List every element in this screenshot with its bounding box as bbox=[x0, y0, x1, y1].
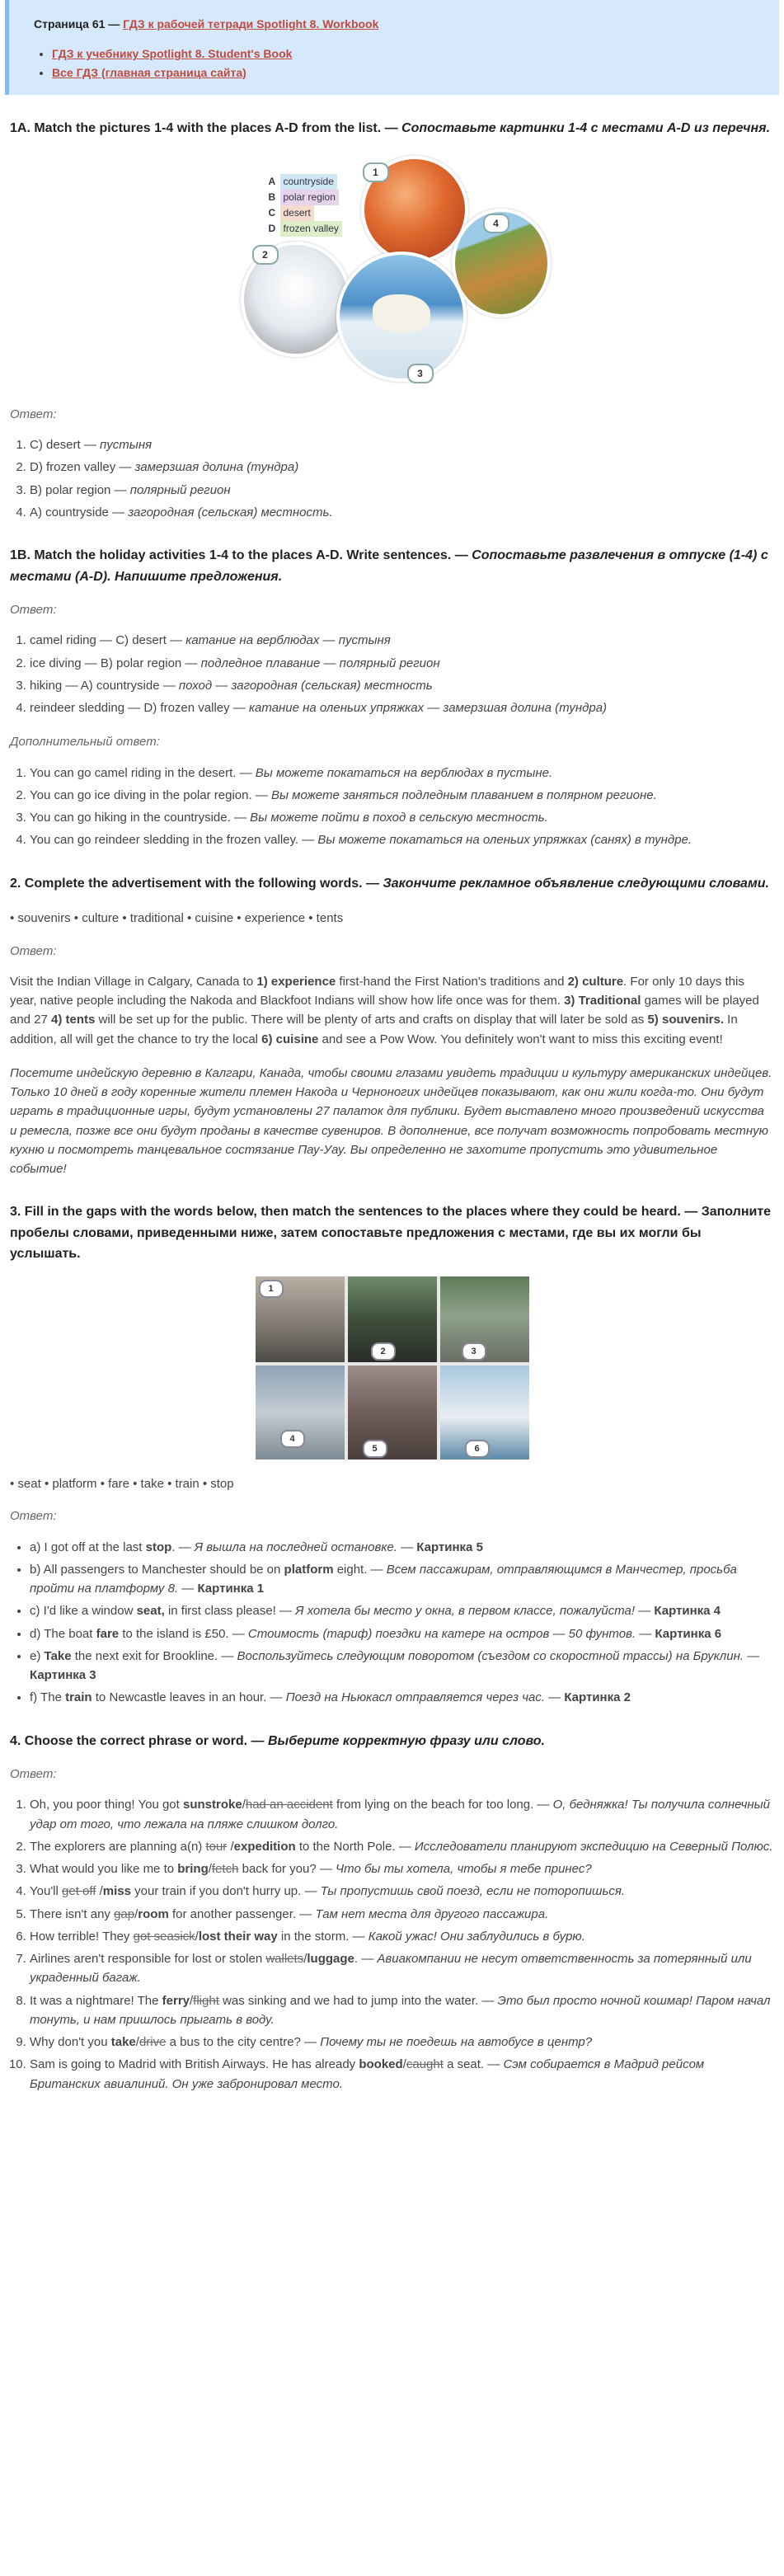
answer-ru: Вы можете покататься на верблюдах в пустыне. bbox=[255, 765, 553, 780]
picture-number: 6 bbox=[465, 1440, 490, 1458]
answer-item bbox=[30, 1624, 774, 1643]
answer-ru: подледное плавание — полярный регион bbox=[200, 656, 440, 670]
exercise-3-title bbox=[10, 1201, 774, 1265]
exercise-4-title-en: 4. Choose the correct phrase or word. — bbox=[10, 1733, 268, 1748]
filled-word: 5) souvenirs. bbox=[647, 1013, 725, 1027]
wrong-option: gap bbox=[114, 1906, 135, 1921]
answer-ru: полярный регион bbox=[129, 482, 231, 497]
word-list: • souvenirs • culture • traditional • cuisine • experience • tents bbox=[10, 911, 344, 926]
home-link[interactable]: Все ГДЗ (главная страница сайта) bbox=[52, 65, 246, 79]
answer-ru: Исследователи планируют экспедицию на Северный Полюс. bbox=[414, 1839, 773, 1854]
answer-ru: Воспользуйтесь следующим поворотом (съездом со скоростной трассы) на Бруклин. bbox=[237, 1648, 744, 1663]
text-part: e) bbox=[30, 1648, 45, 1663]
page-label-line bbox=[34, 15, 759, 33]
text-part: was sinking and we had to jump into the water. — bbox=[218, 1993, 498, 2008]
text-part: — bbox=[178, 1582, 198, 1596]
answer-ru: О, бедняжка! Ты получила солнечный удар от того, что лежала на пляже слишком долго. bbox=[30, 1798, 770, 1831]
answer-en: D) frozen valley — bbox=[30, 460, 135, 475]
filled-word: seat, bbox=[136, 1604, 165, 1619]
separator: / bbox=[134, 1906, 138, 1921]
answer-ru: катание на верблюдах — пустыня bbox=[185, 633, 391, 648]
wrong-option: drive bbox=[138, 2035, 167, 2050]
answer-item bbox=[30, 1882, 774, 1901]
places-legend bbox=[269, 174, 342, 237]
answer-item bbox=[30, 458, 774, 477]
legend-row bbox=[269, 174, 342, 190]
filled-word: Take bbox=[44, 1648, 72, 1663]
nav-box bbox=[5, 0, 779, 95]
separator: / bbox=[208, 1862, 212, 1877]
nav-link-item bbox=[52, 45, 759, 63]
correct-option: booked bbox=[359, 2057, 403, 2072]
text-part: and see a Pow Wow. You definitely won't want to miss this exciting event! bbox=[318, 1032, 723, 1046]
text-part: The explorers are planning a(n) bbox=[30, 1839, 206, 1854]
answer-en: camel riding — C) desert — bbox=[30, 633, 186, 648]
students-book-link[interactable]: ГДЗ к учебнику Spotlight 8. Student's Book bbox=[52, 47, 293, 61]
answer-item bbox=[30, 1949, 774, 1988]
legend-key: C bbox=[268, 206, 276, 219]
picture-ref: Картинка 2 bbox=[564, 1690, 631, 1705]
legend-key: D bbox=[268, 222, 276, 234]
exercise-1a-title-ru: Сопоставьте картинки 1-4 с местами A-D из перечня. bbox=[401, 121, 771, 136]
text-part: to the North Pole. — bbox=[295, 1839, 415, 1854]
exercise-1b-title-en: 1B. Match the holiday activities 1-4 to the places A-D. Write sentences. — bbox=[10, 548, 472, 563]
answer-ru: Вы можете покататься на оленьих упряжках (санях) в тундре. bbox=[317, 833, 692, 848]
answer-item bbox=[30, 631, 774, 650]
text-part: to Newcastle leaves in an hour. — bbox=[92, 1690, 286, 1705]
wrong-option: get off bbox=[62, 1884, 96, 1899]
exercise-2-title-en: 2. Complete the advertisement with the following words. — bbox=[10, 876, 383, 891]
word-list: • seat • platform • fare • take • train • stop bbox=[10, 1477, 234, 1492]
answer-item bbox=[30, 830, 774, 849]
picture-ref: Картинка 6 bbox=[655, 1626, 722, 1641]
legend-label: desert bbox=[280, 205, 314, 221]
answer-label: Ответ: bbox=[10, 603, 57, 618]
answer-en: B) polar region — bbox=[30, 482, 130, 497]
filled-word: 3) Traditional bbox=[564, 994, 641, 1008]
answer-ru: Я вышла на последней остановке. bbox=[194, 1539, 397, 1554]
text-part: How terrible! They bbox=[30, 1929, 134, 1944]
answer-item bbox=[30, 1647, 774, 1685]
text-part: b) All passengers to Manchester should be on bbox=[30, 1562, 284, 1577]
answer-item bbox=[30, 503, 774, 522]
answer-ru: замерзшая долина (тундра) bbox=[134, 460, 299, 475]
picture-ref: Картинка 4 bbox=[654, 1604, 721, 1619]
filled-word: 4) tents bbox=[51, 1013, 96, 1027]
filled-word: 6) cuisine bbox=[261, 1032, 319, 1046]
answer-item bbox=[30, 1859, 774, 1878]
answer-ru: Это был просто ночной кошмар! Паром начал тонуть, и нам пришлось прыгать в воду. bbox=[30, 1993, 771, 2027]
picture-number: 3 bbox=[407, 364, 434, 383]
text-part: What would you like me to bbox=[30, 1862, 178, 1877]
answer-item bbox=[30, 698, 774, 717]
answer-ru: Почему ты не поедешь на автобусе в центр? bbox=[320, 2035, 593, 2050]
answer-item bbox=[30, 786, 774, 805]
correct-option: luggage bbox=[307, 1952, 354, 1967]
answer-item bbox=[30, 808, 774, 827]
correct-option: room bbox=[138, 1906, 169, 1921]
answer-label: Ответ: bbox=[10, 407, 57, 421]
answer-ru: пустыня bbox=[100, 438, 153, 453]
exercise-1a-answers bbox=[10, 435, 774, 522]
answer-ru: Поезд на Ньюкасл отправляется через час. bbox=[285, 1690, 545, 1705]
legend-key: A bbox=[268, 175, 276, 187]
text-part: from lying on the beach for too long. — bbox=[332, 1798, 553, 1812]
wrong-option: got seasick bbox=[133, 1929, 195, 1944]
exercise-3-title-ru: Заполните пробелы словами, приведенными ниже, затем сопоставьте предложения с местами, где вы их могли бы услышать. bbox=[10, 1205, 772, 1262]
text-part: . — bbox=[171, 1539, 195, 1554]
correct-option: sunstroke bbox=[182, 1798, 242, 1812]
answer-en: You can go ice diving in the polar region. — bbox=[30, 787, 271, 802]
correct-option: expedition bbox=[233, 1839, 296, 1854]
answer-item bbox=[30, 1927, 774, 1946]
content bbox=[0, 118, 784, 2094]
text-part: your train if you don't hurry up. — bbox=[131, 1884, 321, 1899]
answer-item bbox=[30, 1688, 774, 1707]
wrong-option: caught bbox=[406, 2057, 444, 2072]
text-part: c) I'd like a window bbox=[30, 1604, 137, 1619]
wrong-option: flight bbox=[193, 1993, 219, 2008]
exercise-1a-image bbox=[239, 151, 546, 392]
answer-item bbox=[30, 1991, 774, 2030]
answer-ru: Авиакомпании не несут ответственность за потерянный или украденный багаж. bbox=[30, 1952, 752, 1986]
nav-links bbox=[34, 45, 759, 82]
bus-stop-photo bbox=[348, 1366, 437, 1460]
picture-number: 3 bbox=[462, 1342, 486, 1361]
workbook-link[interactable]: ГДЗ к рабочей тетради Spotlight 8. Workbook bbox=[123, 17, 379, 31]
exercise-2-title-ru: Закончите рекламное объявление следующими словами. bbox=[383, 876, 769, 891]
legend-label: frozen valley bbox=[280, 221, 342, 237]
advertisement-translation: Посетите индейскую деревню в Калгари, Канада, чтобы своими глазами увидеть традиции и культуру американских индейцев. Только 10 дней в году коренные жители племен Накода и Черноногих индейцев показывают, как они жили когда-то. Они будут играть в традиционные игры, будут установлены 27 палаток для публики. Будет выставлено много произведений искусства и ремесла, позже все они будут проданы в качестве сувениров. В дополнение, все получат возможность попробовать местную кухню и посмотреть танцевальное состязание Пау-Уау. Вы определенно не захотите пропустить это удивительное событие! bbox=[10, 1065, 772, 1177]
answer-item bbox=[30, 1601, 774, 1620]
answer-ru: Что бы ты хотела, чтобы я тебе принес? bbox=[336, 1862, 592, 1877]
answer-en: You can go reindeer sledding in the frozen valley. — bbox=[30, 833, 318, 848]
text-part: for another passenger. — bbox=[168, 1906, 316, 1921]
exercise-1b-title-ru: Сопоставьте развлечения в отпуске (1-4) с местами (A-D). Напишите предложения. bbox=[10, 548, 768, 584]
wrong-option: fetch bbox=[211, 1862, 239, 1877]
exercise-1a-title-en: 1A. Match the pictures 1-4 with the places A-D from the list. — bbox=[10, 121, 402, 136]
picture-ref: Картинка 5 bbox=[416, 1539, 483, 1554]
answer-label: Ответ: bbox=[10, 1767, 57, 1782]
text-part: There isn't any bbox=[30, 1906, 115, 1921]
answer-item bbox=[30, 1538, 774, 1557]
picture-number: 2 bbox=[252, 245, 279, 265]
correct-option: miss bbox=[102, 1884, 131, 1899]
answer-en: A) countryside — bbox=[30, 505, 129, 519]
filled-word: 1) experience bbox=[256, 974, 336, 989]
exercise-3-answers bbox=[10, 1538, 774, 1708]
answer-ru: Там нет места для другого пассажира. bbox=[315, 1906, 549, 1921]
filled-word: platform bbox=[284, 1562, 334, 1577]
text-part: . — bbox=[354, 1952, 378, 1967]
filled-word: fare bbox=[96, 1626, 120, 1641]
text-part: You'll bbox=[30, 1884, 63, 1899]
text-part: Visit the Indian Village in Calgary, Canada to bbox=[10, 974, 257, 989]
text-part: — bbox=[636, 1626, 655, 1641]
separator: / bbox=[190, 1993, 194, 2008]
text-part: games will be played and 27 bbox=[10, 994, 759, 1027]
text-part: Sam is going to Madrid with British Airways. He has already bbox=[30, 2057, 359, 2072]
exercise-1a-image-wrap bbox=[10, 151, 774, 392]
answer-ru: Какой ужас! Они заблудились в бурю. bbox=[368, 1929, 585, 1944]
answer-ru: катание на оленьих упряжках — замерзшая долина (тундра) bbox=[248, 701, 608, 716]
separator: / bbox=[135, 2035, 139, 2050]
text-part: It was a nightmare! The bbox=[30, 1993, 162, 2008]
text-part: — bbox=[635, 1604, 655, 1619]
answer-item bbox=[30, 481, 774, 500]
legend-label: polar region bbox=[280, 190, 339, 205]
wrong-option: tour bbox=[205, 1839, 228, 1854]
text-part: — bbox=[744, 1648, 760, 1663]
text-part: Oh, you poor thing! You got bbox=[30, 1798, 183, 1812]
answer-en: C) desert — bbox=[30, 438, 101, 453]
answer-item bbox=[30, 654, 774, 673]
text-part: a) I got off at the last bbox=[30, 1539, 146, 1554]
answer-ru: поход — загородная (сельская) местность bbox=[178, 678, 433, 693]
separator: / bbox=[96, 1884, 103, 1899]
answer-ru: Сэм собирается в Мадрид рейсом Британских авиалиний. Он уже забронировал место. bbox=[30, 2057, 705, 2091]
picture-number: 2 bbox=[371, 1342, 396, 1361]
answer-item bbox=[30, 1837, 774, 1856]
correct-option: ferry bbox=[162, 1993, 190, 2008]
text-part: the next exit for Brookline. — bbox=[71, 1648, 237, 1663]
page-label: Страница 61 — bbox=[34, 17, 124, 31]
nav-link-item bbox=[52, 63, 759, 82]
exercise-2-title bbox=[10, 873, 774, 895]
picture-number: 4 bbox=[280, 1430, 305, 1448]
exercise-3-image-wrap bbox=[10, 1276, 774, 1460]
separator: / bbox=[242, 1798, 246, 1812]
text-part: a seat. — bbox=[443, 2057, 504, 2072]
text-part: to the island is £50. — bbox=[119, 1626, 248, 1641]
text-part: In addition, all will get the chance to try the local bbox=[10, 1013, 738, 1046]
text-part: . For only 10 days this year, native people including the Nakoda and Blackfoot Indians will show how life once was for them. bbox=[10, 974, 744, 1008]
text-part: d) The boat bbox=[30, 1626, 96, 1641]
answer-label: Ответ: bbox=[10, 1509, 57, 1524]
text-part: first-hand the First Nation's traditions and bbox=[336, 974, 568, 989]
advertisement-text bbox=[10, 972, 774, 1049]
exercise-3-image bbox=[256, 1276, 529, 1460]
answer-en: ice diving — B) polar region — bbox=[30, 656, 201, 670]
picture-ref: Картинка 3 bbox=[30, 1668, 96, 1683]
answer-item bbox=[30, 2033, 774, 2052]
correct-option: bring bbox=[177, 1862, 209, 1877]
answer-item bbox=[30, 764, 774, 783]
filled-word: stop bbox=[145, 1539, 172, 1554]
answer-ru: Я хотела бы место у окна, в первом классе, пожалуйста! bbox=[295, 1604, 636, 1619]
answer-en: You can go camel riding in the desert. — bbox=[30, 765, 256, 780]
text-part: Why don't you bbox=[30, 2035, 111, 2050]
text-part: — bbox=[544, 1690, 565, 1705]
answer-item bbox=[30, 435, 774, 454]
filled-word: 2) culture bbox=[567, 974, 624, 989]
polar-region-photo bbox=[336, 251, 467, 382]
filled-word: train bbox=[65, 1690, 92, 1705]
picture-number: 1 bbox=[259, 1280, 284, 1298]
picture-ref: Картинка 1 bbox=[197, 1582, 265, 1596]
correct-option: take bbox=[110, 2035, 136, 2050]
answer-item bbox=[30, 2055, 774, 2094]
text-part: Airlines aren't responsible for lost or stolen bbox=[30, 1952, 266, 1967]
answer-ru: Вы можете пойти в поход в сельскую местность. bbox=[250, 811, 548, 825]
text-part: f) The bbox=[30, 1690, 66, 1705]
wrong-option: wallets bbox=[265, 1952, 304, 1967]
answer-en: You can go hiking in the countryside. — bbox=[30, 811, 251, 825]
answer-ru: загородная (сельская) местность. bbox=[128, 505, 333, 519]
text-part: in first class please! — bbox=[164, 1604, 296, 1619]
legend-key: B bbox=[268, 190, 276, 203]
exercise-3-title-en: 3. Fill in the gaps with the words below, then match the sentences to the places where they could be heard. — bbox=[10, 1205, 702, 1220]
answer-label: Ответ: bbox=[10, 943, 57, 958]
picture-number: 5 bbox=[363, 1440, 387, 1458]
legend-row bbox=[269, 205, 342, 221]
exercise-4-title-ru: Выберите корректную фразу или слово. bbox=[267, 1733, 545, 1748]
picture-number: 1 bbox=[363, 162, 389, 182]
exercise-1b-extra-answers bbox=[10, 764, 774, 850]
picture-number: 4 bbox=[483, 214, 509, 233]
exercise-4-title bbox=[10, 1731, 774, 1752]
answer-item bbox=[30, 676, 774, 695]
wrong-option: had an accident bbox=[245, 1798, 333, 1812]
extra-answer-label: Дополнительный ответ: bbox=[10, 735, 160, 750]
separator: / bbox=[402, 2057, 406, 2072]
exercise-1b-title bbox=[10, 545, 774, 587]
answer-en: reindeer sledding — D) frozen valley — bbox=[30, 701, 249, 716]
answer-ru: Вы можете заняться подледным плаванием в полярном регионе. bbox=[270, 787, 657, 802]
text-part: back for you? — bbox=[238, 1862, 336, 1877]
legend-label: countryside bbox=[280, 174, 337, 190]
answer-ru: Всем пассажирам, отправляющимся в Манчестер, просьба пройти на платформу 8. bbox=[30, 1562, 737, 1596]
text-part: a bus to the city centre? — bbox=[166, 2035, 321, 2050]
separator: / bbox=[303, 1952, 307, 1967]
answer-en: hiking — A) countryside — bbox=[30, 678, 179, 693]
exercise-4-answers bbox=[10, 1795, 774, 2094]
text-part: — bbox=[397, 1539, 417, 1554]
correct-option: lost their way bbox=[198, 1929, 278, 1944]
separator: / bbox=[195, 1929, 199, 1944]
text-part: eight. — bbox=[333, 1562, 387, 1577]
separator: / bbox=[227, 1839, 234, 1854]
legend-row bbox=[269, 190, 342, 205]
text-part: in the storm. — bbox=[277, 1929, 369, 1944]
exercise-1a-title bbox=[10, 118, 774, 139]
answer-item bbox=[30, 1560, 774, 1599]
exercise-1b-answers bbox=[10, 631, 774, 717]
text-part: will be set up for the public. There will be plenty of arts and crafts on display that will later be sold as bbox=[95, 1013, 648, 1027]
legend-row bbox=[269, 221, 342, 237]
answer-item bbox=[30, 1905, 774, 1924]
answer-ru: Ты пропустишь свой поезд, если не поторопишься. bbox=[320, 1884, 626, 1899]
answer-ru: Стоимость (тариф) поездки на катере на остров — 50 фунтов. bbox=[247, 1626, 636, 1641]
answer-item bbox=[30, 1795, 774, 1834]
polar-bear-shape bbox=[373, 294, 430, 332]
